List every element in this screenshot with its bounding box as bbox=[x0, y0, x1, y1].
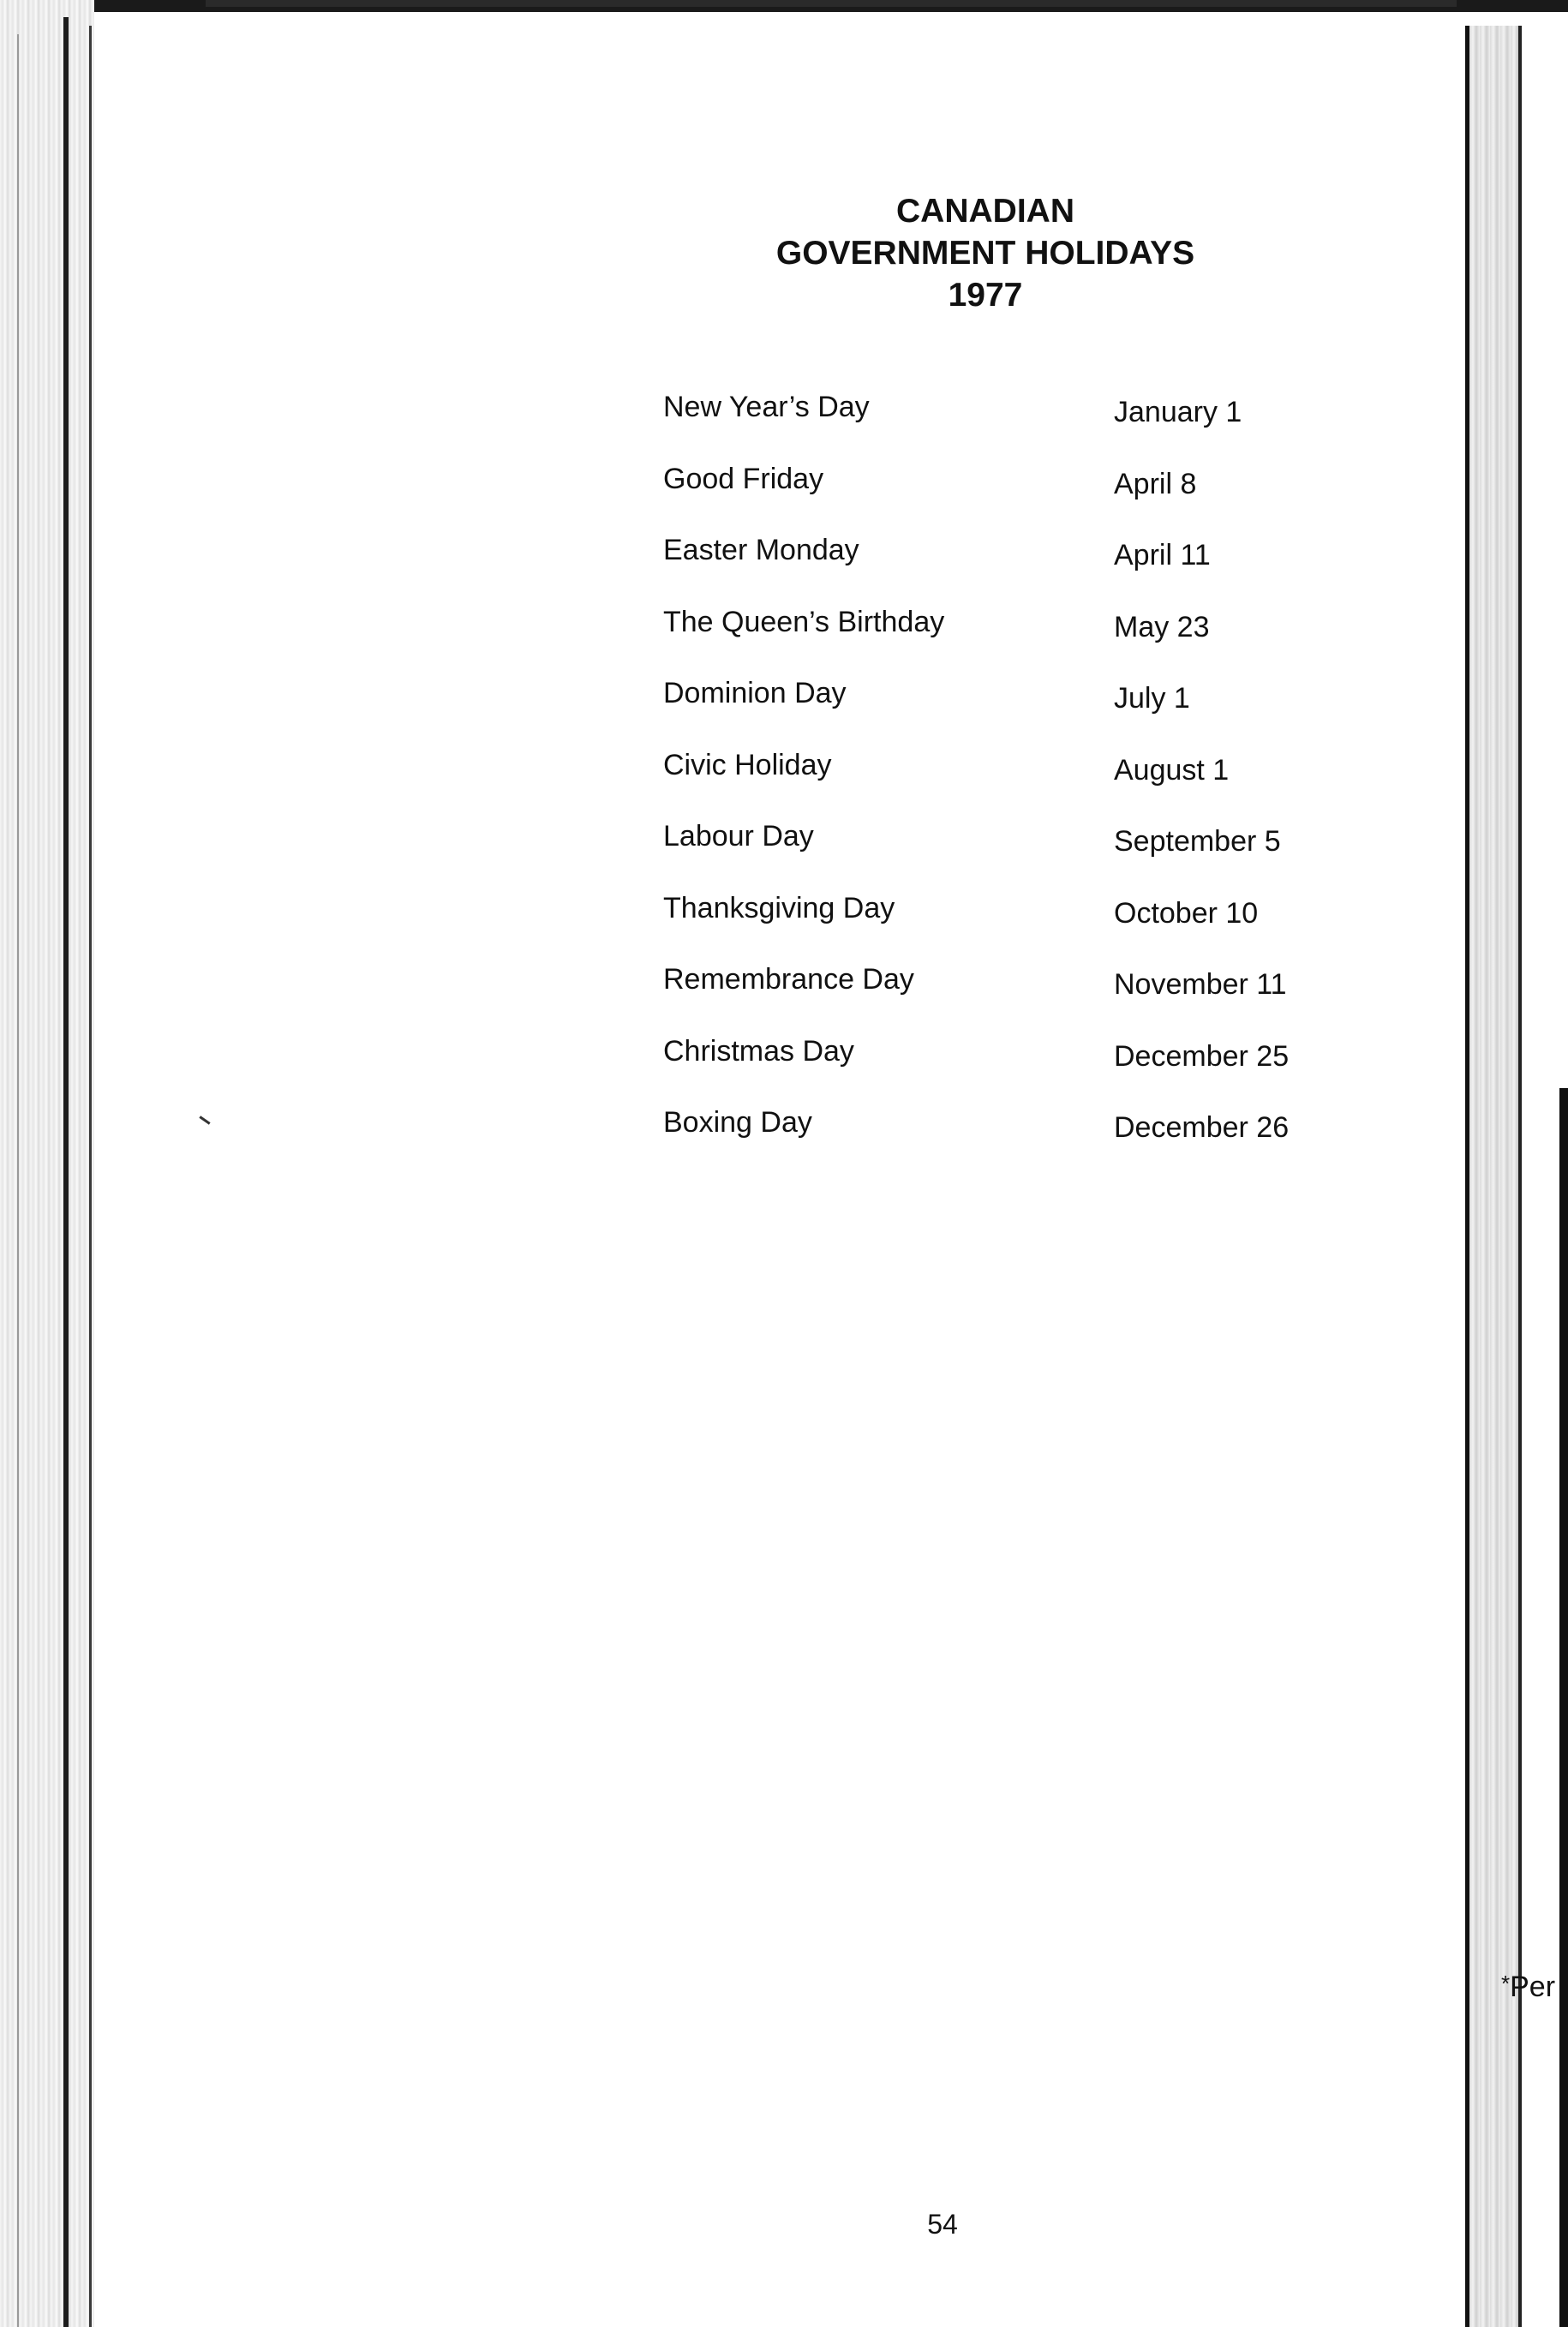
adjacent-page-text: Per bbox=[1510, 1971, 1556, 2003]
holiday-name: Good Friday bbox=[663, 462, 824, 495]
asterisk-symbol: * bbox=[1501, 1971, 1511, 1996]
document-heading bbox=[651, 190, 1320, 316]
holiday-date: October 10 bbox=[1114, 896, 1259, 930]
holiday-date: December 25 bbox=[1114, 1039, 1290, 1073]
holiday-row bbox=[651, 892, 1320, 964]
holiday-row bbox=[651, 606, 1320, 678]
holiday-name: New Year’s Day bbox=[663, 391, 870, 423]
holiday-row bbox=[651, 534, 1320, 606]
holiday-row bbox=[651, 463, 1320, 535]
holiday-row bbox=[651, 1035, 1320, 1107]
holiday-name: Easter Monday bbox=[663, 534, 859, 566]
holiday-date: November 11 bbox=[1114, 968, 1287, 1001]
holiday-date: July 1 bbox=[1114, 682, 1190, 715]
holiday-row bbox=[651, 749, 1320, 821]
holiday-date: January 1 bbox=[1114, 396, 1242, 428]
heading-line-country: CANADIAN bbox=[896, 193, 1074, 230]
holiday-list bbox=[651, 391, 1320, 1178]
holiday-date: April 8 bbox=[1114, 467, 1197, 500]
book-binding-left bbox=[0, 0, 94, 2327]
holiday-name: Dominion Day bbox=[663, 677, 847, 709]
holiday-name: Civic Holiday bbox=[663, 748, 832, 781]
holiday-name: Christmas Day bbox=[663, 1034, 854, 1068]
holiday-name: The Queen’s Birthday bbox=[663, 605, 945, 638]
holiday-date: August 1 bbox=[1114, 753, 1230, 787]
holiday-row bbox=[651, 677, 1320, 749]
holiday-row bbox=[651, 1106, 1320, 1178]
scan-right-border bbox=[1559, 1088, 1568, 2327]
scan-top-border-inner bbox=[206, 0, 1457, 7]
holiday-name: Boxing Day bbox=[663, 1106, 812, 1139]
holiday-row bbox=[651, 391, 1320, 463]
holiday-name: Thanksgiving Day bbox=[663, 891, 895, 924]
holiday-row bbox=[651, 820, 1320, 892]
holiday-date: December 26 bbox=[1114, 1111, 1290, 1144]
page-number: 54 bbox=[927, 2209, 958, 2240]
binding-shadow-line bbox=[17, 34, 19, 2327]
stray-ink-mark bbox=[199, 1116, 210, 1124]
holiday-date: September 5 bbox=[1114, 825, 1281, 858]
binding-edge-line bbox=[63, 17, 69, 2327]
heading-line-year: 1977 bbox=[948, 277, 1023, 314]
holiday-date: April 11 bbox=[1114, 539, 1211, 571]
adjacent-page-fragment bbox=[1501, 1971, 1555, 2004]
holiday-name: Labour Day bbox=[663, 820, 814, 852]
holiday-date: May 23 bbox=[1114, 610, 1210, 643]
holiday-name: Remembrance Day bbox=[663, 963, 914, 996]
heading-line-title: GOVERNMENT HOLIDAYS bbox=[775, 235, 1195, 272]
holiday-row bbox=[651, 963, 1320, 1035]
binding-inner-line bbox=[89, 26, 92, 2327]
